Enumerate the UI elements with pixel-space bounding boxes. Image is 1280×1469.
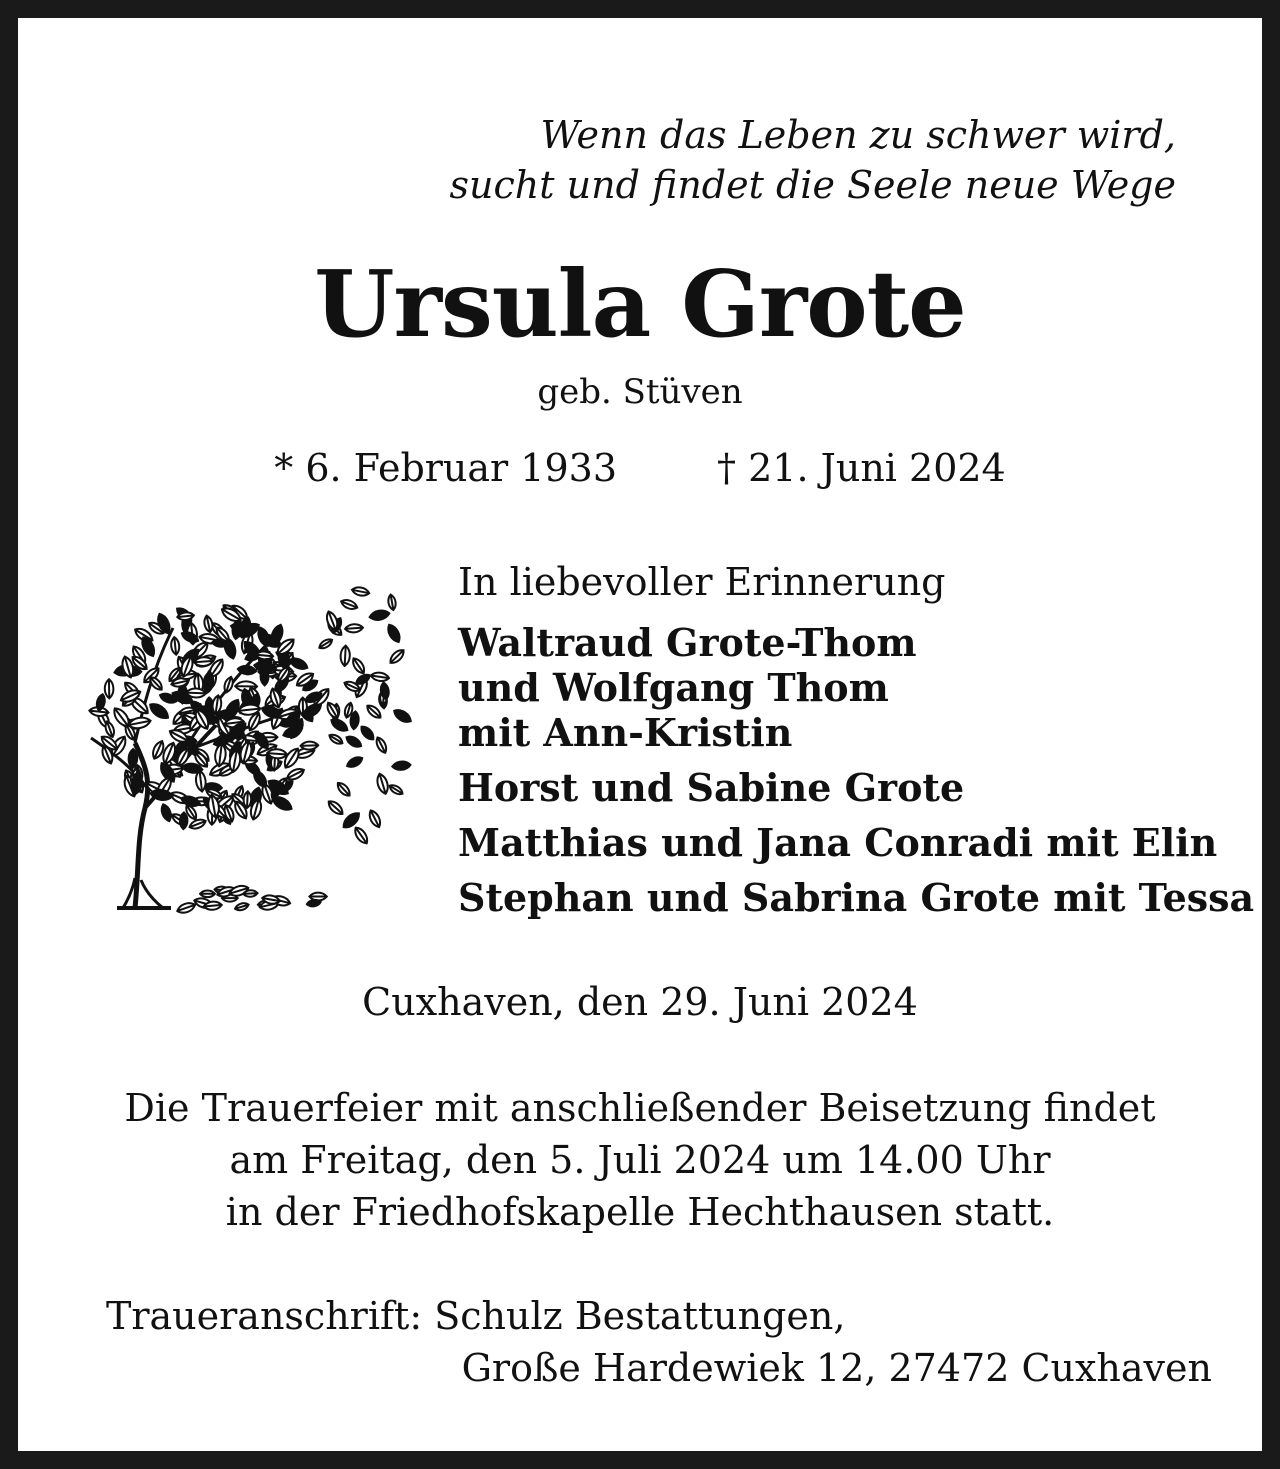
mourner-group-1 bbox=[458, 620, 1258, 755]
mourner-line: Stephan und Sabrina Grote mit Tessa bbox=[458, 875, 1255, 920]
mourner-group-4 bbox=[458, 875, 1258, 920]
mourner-group-2 bbox=[458, 765, 1258, 810]
mourners-block bbox=[458, 556, 1258, 930]
mourner-line: Matthias und Jana Conradi mit Elin bbox=[458, 820, 1218, 865]
motto-line-2: sucht und findet die Seele neue Wege bbox=[449, 163, 1176, 207]
mourner-line: Waltraud Grote-Thom bbox=[458, 620, 917, 665]
motto-line-1: Wenn das Leben zu schwer wird, bbox=[540, 113, 1176, 157]
deceased-name: Ursula Grote bbox=[314, 250, 966, 358]
mourner-line: Horst und Sabine Grote bbox=[458, 765, 965, 810]
address-line-1: Traueranschrift: Schulz Bestattungen, bbox=[106, 1294, 846, 1338]
motto bbox=[450, 110, 1176, 210]
place-date-text: Cuxhaven, den 29. Juni 2024 bbox=[362, 980, 918, 1024]
ceremony-line-2: am Freitag, den 5. Juli 2024 um 14.00 Uhr bbox=[229, 1138, 1051, 1182]
born-name: geb. Stüven bbox=[537, 372, 743, 412]
address-line-2: Große Hardewiek 12, 27472 Cuxhaven bbox=[461, 1346, 1212, 1390]
life-dates bbox=[18, 446, 1262, 490]
windblown-tree-icon bbox=[73, 568, 413, 920]
place-and-date bbox=[18, 980, 1262, 1024]
mourner-line: mit Ann-Kristin bbox=[458, 710, 793, 755]
mourning-address bbox=[106, 1290, 1216, 1394]
death-date: † 21. Juni 2024 bbox=[717, 446, 1006, 490]
mourner-line: und Wolfgang Thom bbox=[458, 665, 889, 710]
mourner-group-3 bbox=[458, 820, 1258, 865]
ceremony-line-3: in der Friedhofskapelle Hechthausen statt. bbox=[225, 1190, 1055, 1234]
ceremony-line-1: Die Trauerfeier mit anschließender Beisetzung findet bbox=[124, 1086, 1156, 1130]
ceremony-notice bbox=[18, 1082, 1262, 1238]
birth-date: * 6. Februar 1933 bbox=[274, 446, 618, 490]
memory-intro: In liebevoller Erinnerung bbox=[458, 560, 946, 604]
